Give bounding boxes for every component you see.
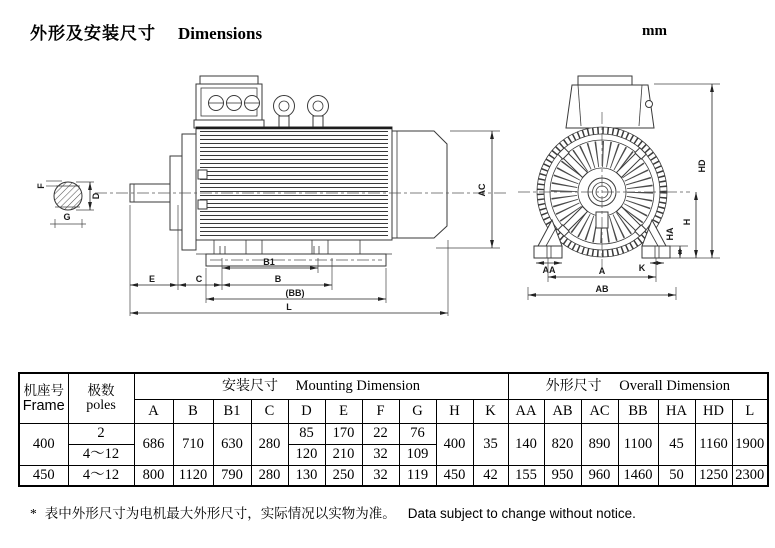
dimension-table — [18, 372, 769, 487]
footnote-asterisk: * — [30, 506, 37, 521]
cell-400-412p-e: 210 — [325, 444, 362, 465]
frame-header-cn: 机座号 — [23, 382, 64, 398]
dim-label-hd: HD — [697, 159, 707, 173]
cell-400-2p-d: 85 — [288, 423, 325, 444]
footnote — [30, 502, 636, 522]
col-header-d: D — [288, 399, 325, 423]
footnote-cn: 表中外形尺寸为电机最大外形尺寸，实际情况以实物为准。 — [44, 506, 396, 521]
cell-400-412p-g: 109 — [399, 444, 436, 465]
dim-label-l: L — [286, 302, 292, 312]
cell-frame-400: 400 — [19, 423, 68, 465]
page-title-cn: 外形及安装尺寸 — [30, 24, 156, 43]
cell-450-bb: 1460 — [618, 465, 658, 486]
dim-label-b: B — [274, 274, 282, 284]
cell-450-f: 32 — [362, 465, 399, 486]
cell-400-2p-e: 170 — [325, 423, 362, 444]
dim-label-ac: AC — [477, 183, 487, 197]
col-header-f: F — [362, 399, 399, 423]
col-header-bb: BB — [618, 399, 658, 423]
cell-400-2p-g: 76 — [399, 423, 436, 444]
cell-450-aa: 155 — [508, 465, 544, 486]
dim-label-c: C — [195, 274, 203, 284]
cell-450-a: 800 — [134, 465, 173, 486]
table-header-group-row — [19, 373, 768, 399]
dim-label-e: E — [148, 274, 156, 284]
col-header-b: B — [173, 399, 213, 423]
cell-450-c: 280 — [251, 465, 288, 486]
cell-450-ha: 50 — [658, 465, 695, 486]
dim-label-bb: (BB) — [285, 288, 305, 298]
end-view-drawing — [518, 76, 720, 300]
table-row-450-4-12p — [19, 465, 768, 486]
cell-400-ab: 820 — [544, 423, 581, 465]
col-header-ha: HA — [658, 399, 695, 423]
dim-label-g: G — [63, 212, 71, 222]
cell-400-412p-f: 32 — [362, 444, 399, 465]
col-header-hd: HD — [695, 399, 732, 423]
cell-400-ha: 45 — [658, 423, 695, 465]
cell-poles-2: 2 — [68, 423, 134, 444]
unit-label: mm — [642, 23, 667, 39]
table-row-400-2p — [19, 423, 768, 444]
frame-header-en: Frame — [22, 397, 65, 414]
cell-400-h: 400 — [436, 423, 473, 465]
dim-label-b1: B1 — [263, 257, 275, 267]
dim-label-ab: AB — [595, 284, 609, 294]
cell-400-ac: 890 — [581, 423, 618, 465]
cell-frame-450: 450 — [19, 465, 68, 486]
dim-label-d: D — [91, 192, 101, 200]
dim-label-f: F — [36, 183, 46, 189]
cell-400-412p-d: 120 — [288, 444, 325, 465]
cell-450-d: 130 — [288, 465, 325, 486]
cell-400-c: 280 — [251, 423, 288, 465]
cell-450-g: 119 — [399, 465, 436, 486]
cell-450-ab: 950 — [544, 465, 581, 486]
cell-450-b: 1120 — [173, 465, 213, 486]
group-header-mounting: 安装尺寸 Mounting Dimension — [134, 373, 508, 399]
dim-label-ha: HA — [665, 227, 675, 241]
col-header-k: K — [473, 399, 508, 423]
dim-label-aa: AA — [542, 265, 556, 275]
cell-450-k: 42 — [473, 465, 508, 486]
cell-450-poles: 4～12 — [68, 465, 134, 486]
footnote-en: Data subject to change without notice. — [407, 506, 636, 521]
col-header-l: L — [732, 399, 768, 423]
cell-400-b: 710 — [173, 423, 213, 465]
group-header-overall: 外形尺寸 Overall Dimension — [508, 373, 768, 399]
col-header-ab: AB — [544, 399, 581, 423]
cell-400-l: 1900 — [732, 423, 768, 465]
cell-450-ac: 960 — [581, 465, 618, 486]
col-header-g: G — [399, 399, 436, 423]
col-header-aa: AA — [508, 399, 544, 423]
col-header-ac: AC — [581, 399, 618, 423]
col-header-a: A — [134, 399, 173, 423]
dim-label-h: H — [682, 218, 692, 226]
cell-400-aa: 140 — [508, 423, 544, 465]
cell-400-a: 686 — [134, 423, 173, 465]
col-header-c: C — [251, 399, 288, 423]
col-header-frame — [19, 373, 68, 423]
cell-poles-4-12: 4～12 — [68, 444, 134, 465]
cell-450-b1: 790 — [213, 465, 251, 486]
cell-400-hd: 1160 — [695, 423, 732, 465]
col-header-e: E — [325, 399, 362, 423]
col-header-poles — [68, 373, 134, 423]
cell-450-e: 250 — [325, 465, 362, 486]
cell-400-2p-f: 22 — [362, 423, 399, 444]
col-header-h: H — [436, 399, 473, 423]
cell-450-hd: 1250 — [695, 465, 732, 486]
dim-label-a: A — [598, 266, 606, 276]
cell-450-h: 450 — [436, 465, 473, 486]
cell-400-bb: 1100 — [618, 423, 658, 465]
page-title-en: Dimensions — [178, 24, 263, 43]
shaft-section-detail — [36, 181, 101, 228]
col-header-b1: B1 — [213, 399, 251, 423]
cell-400-b1: 630 — [213, 423, 251, 465]
side-view-motor — [95, 76, 508, 266]
poles-header-cn: 极数 — [87, 382, 115, 398]
side-view-drawing — [36, 76, 508, 316]
dim-label-k: K — [638, 263, 646, 273]
cell-400-k: 35 — [473, 423, 508, 465]
cell-450-l: 2300 — [732, 465, 768, 486]
poles-header-en: poles — [86, 397, 116, 413]
